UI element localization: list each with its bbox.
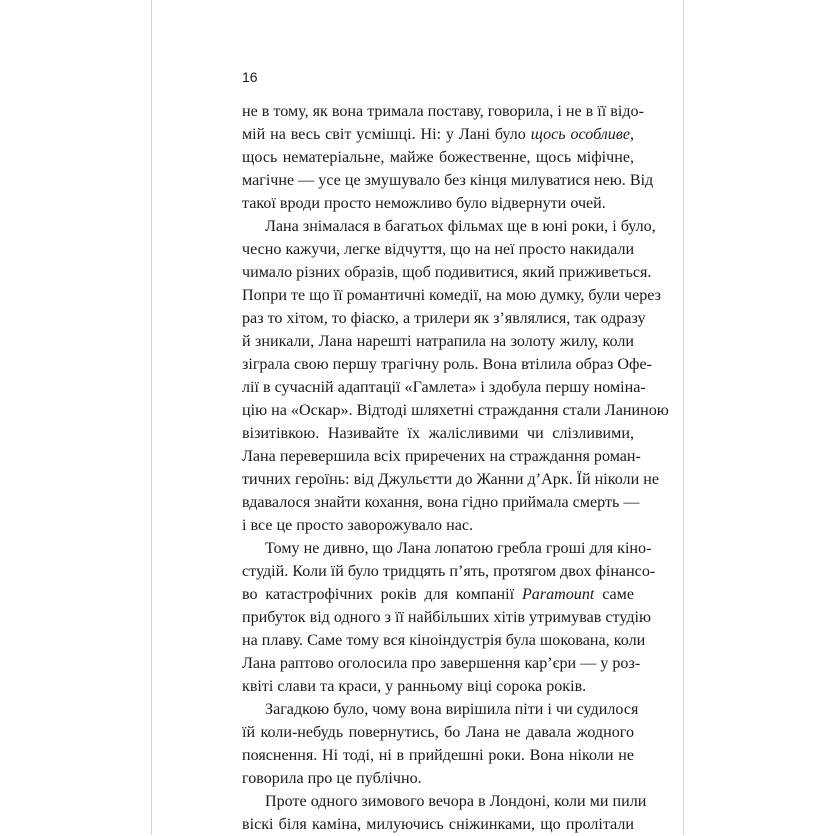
paragraph-start-line: Загадкою було, чому вона вирішила піти і чи судилося [265,701,639,718]
italic-phrase: щось особливе [530,126,630,143]
paragraph-start-line: Проте одного зимового вечора в Лондоні, коли ми пили [265,793,647,810]
text-line: їй коли-небудь повернутись, бо Лана не давала жодного [242,724,634,741]
text-line: вдавалося знайти кохання, вона гідно приймала смерть — [242,494,640,511]
text-line: говорила про це публічно. [242,770,422,787]
text-line: во катастрофічних років для компанії Paramount саме [242,586,634,603]
text-line: і все це просто заворожувало нас. [242,517,474,534]
page-number: 16 [242,69,258,85]
paragraph-start-line: Тому не дивно, що Лана лопатою гребла гроші для кіно- [265,540,652,557]
text-line: квіті слави та краси, у ранньому віці сорока років. [242,678,587,695]
text-line: віскі біля каміна, милуючись сніжинками, що пролітали [242,816,634,833]
text-line: тичних героїнь: від Джульєтти до Жанни д’Арк. Їй ніколи не [242,471,659,488]
text-line: магічне — усе це змушувало без кінця милуватися нею. Від [242,172,654,189]
text-line: Лана перевершила всіх приречених на страждання роман- [242,448,641,465]
text-line: візитівкою. Називайте їх жалісливими чи слізливими, [242,425,634,442]
text-line: такої вроди просто неможливо було відвернути очей. [242,195,606,212]
text-line: зіграла свою першу трагічну роль. Вона втілила образ Офе- [242,356,652,373]
text-line: щось нематеріальне, майже божественне, щось міфічне, [242,149,634,166]
text-line: лії в сучасній адаптації «Гамлета» і здобула першу номіна- [242,379,646,396]
text-line: пояснення. Ні тоді, ні в прийдешні роки. Вона ніколи не [242,747,634,764]
body-text [242,100,669,836]
text-line: Попри те що її романтичні комедії, на мою думку, були через [242,287,661,304]
book-page [151,0,684,835]
text-line: чесно кажучи, легке відчуття, що на неї просто накидали [242,241,635,258]
text-line: Лана раптово оголосила про завершення кар’єри — у роз- [242,655,641,672]
text-line: студій. Коли їй було тридцять п’ять, протягом двох фінансо- [242,563,656,580]
italic-company-name: Paramount [521,586,595,603]
paragraph-start-line: Лана знімалася в багатьох фільмах ще в юні роки, і було, [265,218,656,235]
text-line: й зникали, Лана нарешті натрапила на золоту жилу, коли [242,333,634,350]
text-line: раз то хітом, то фіаско, а трилери як з’являлися, так одразу [242,310,646,327]
text-line: не в тому, як вона тримала поставу, говорила, і не в її відо- [242,103,644,120]
text-line: на плаву. Саме тому вся кіноіндустрія була шокована, коли [242,632,646,649]
text-line: цію на «Оскар». Відтоді шляхетні страждання стали Ланиною [242,402,669,419]
text-line: прибуток від одного з її найбільших хітів утримував студію [242,609,652,626]
text-line: чимало різних образів, щоб подивитися, який приживеться. [242,264,652,281]
text-line: мій на весь світ усмішці. Ні: у Лані було щось особливе, [242,126,634,143]
